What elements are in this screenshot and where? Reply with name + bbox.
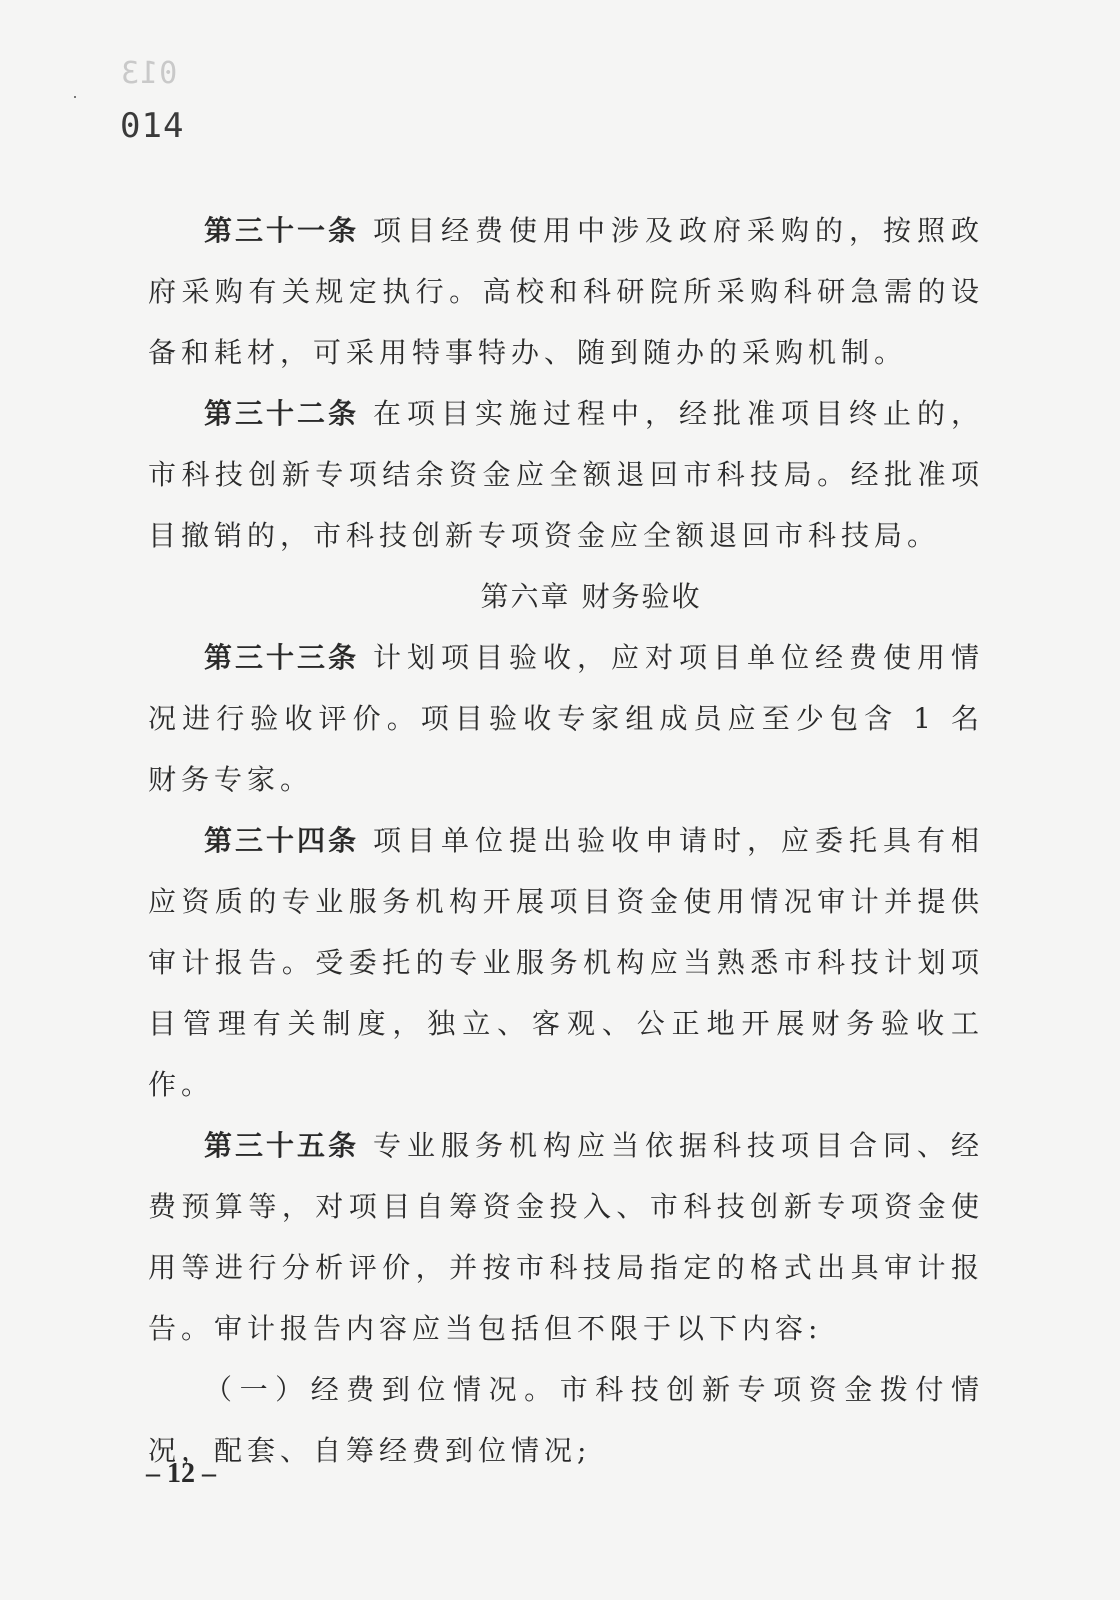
chapter-heading: 第六章 财务验收 [480, 580, 702, 613]
article-heading: 第三十一条 [204, 214, 359, 247]
article-34 [148, 810, 984, 1115]
list-item-text: （一）经费到位情况。市科技创新专项资金拨付情况，配套、自筹经费到位情况; [148, 1373, 984, 1467]
document-body [148, 200, 984, 1481]
article-text: 项目经费使用中涉及政府采购的，按照政府采购有关规定执行。高校和科研院所采购科研急需的设备和耗材，可采用特事特办、随到随办的采购机制。 [148, 214, 984, 369]
article-35 [148, 1115, 984, 1359]
page-stamp: 014 [120, 106, 185, 146]
article-heading: 第三十四条 [204, 824, 359, 857]
faded-page-stamp: 013 [120, 56, 178, 91]
scan-speck [74, 96, 76, 98]
article-heading: 第三十二条 [204, 397, 359, 430]
article-32 [148, 383, 984, 566]
article-text: 专业服务机构应当依据科技项目合同、经费预算等，对项目自筹资金投入、市科技创新专项资金使用等进行分析评价，并按市科技局指定的格式出具审计报告。审计报告内容应当包括但不限于以下内容: [148, 1129, 984, 1345]
article-heading: 第三十三条 [204, 641, 359, 674]
article-text: 项目单位提出验收申请时，应委托具有相应资质的专业服务机构开展项目资金使用情况审计并提供审计报告。受委托的专业服务机构应当熟悉市科技计划项目管理有关制度，独立、客观、公正地开展财务验收工作。 [148, 824, 984, 1101]
article-heading: 第三十五条 [204, 1129, 359, 1162]
page-number: – 12 – [146, 1458, 216, 1489]
article-text: 计划项目验收，应对项目单位经费使用情况进行验收评价。项目验收专家组成员应至少包含 1 名财务专家。 [148, 641, 984, 796]
article-31 [148, 200, 984, 383]
article-text: 在项目实施过程中，经批准项目终止的，市科技创新专项结余资金应全额退回市科技局。经批准项目撤销的，市科技创新专项资金应全额退回市科技局。 [148, 397, 984, 552]
list-item-1 [148, 1359, 984, 1481]
article-33 [148, 627, 984, 810]
